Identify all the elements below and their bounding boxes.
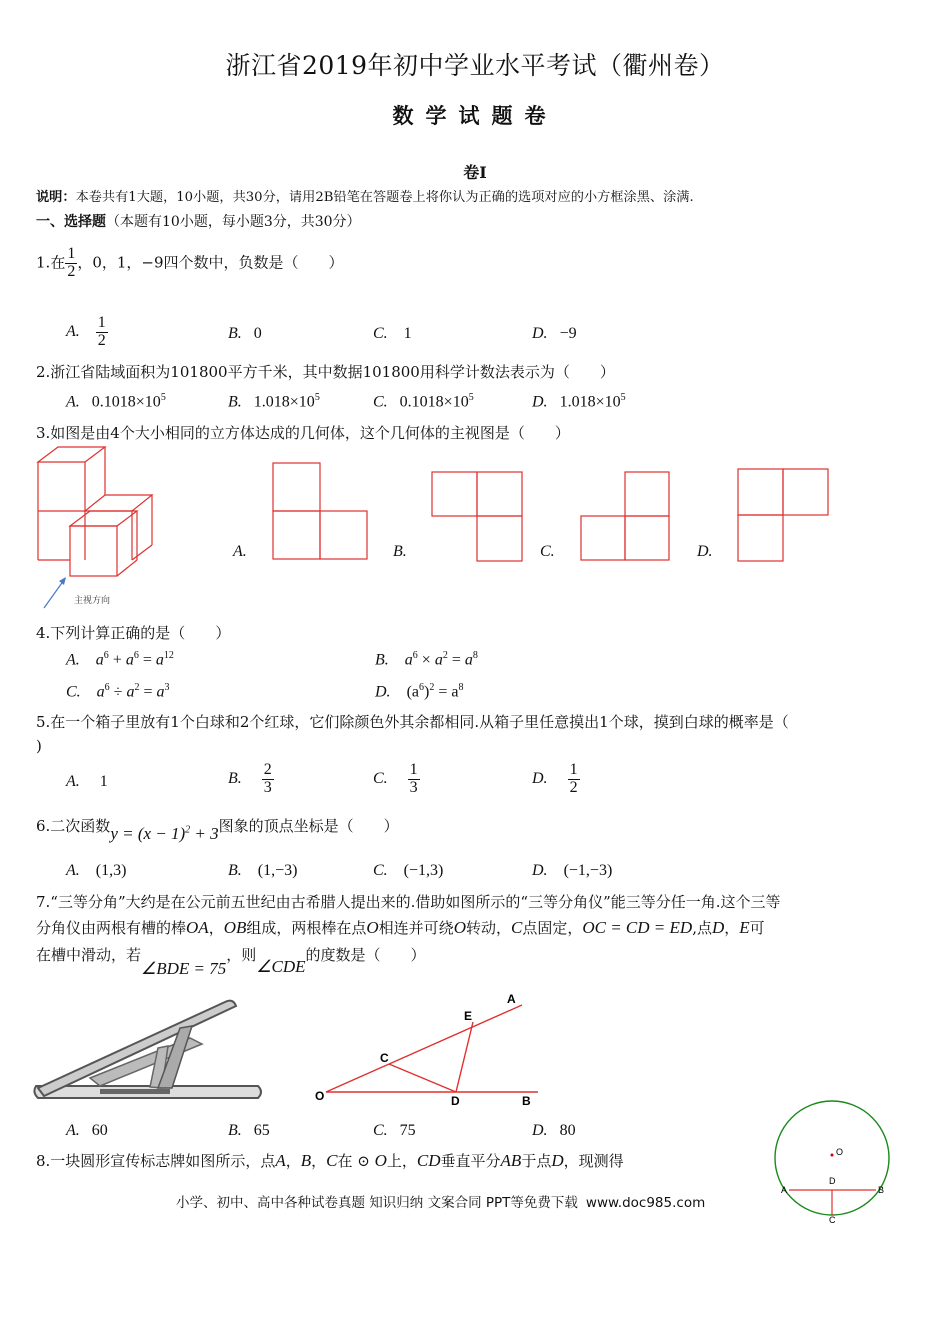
q5-option-c[interactable]: C. $\frac{1}{3}$ <box>373 761 418 796</box>
quadratic-formula: $y = (x - 1)^2 + 3$ <box>110 824 219 843</box>
question-1: 1.在 $\frac{1}{2}$ ，0，1，−9四个数中，负数是（ ） <box>36 245 344 280</box>
q7-figures <box>30 988 550 1113</box>
q4-option-d[interactable]: D. $(a^6)^2 = a^8$ <box>375 682 464 701</box>
section-heading: 一、选择题（本题有10小题，每小题3分，共30分） <box>36 214 361 230</box>
fraction: $\frac{1}{2}$ <box>67 245 76 280</box>
q7-option-a[interactable]: A. 60 <box>66 1122 108 1139</box>
q2-option-d[interactable]: D. $1.018\times 10^5$ <box>532 392 626 411</box>
exam-subtitle: 数学试题卷 <box>392 103 558 128</box>
question-5: 5.在一个箱子里放有1个白球和2个红球，它们除颜色外其余都相同.从箱子里任意摸出1个球，摸到白球的概率是（ <box>36 713 789 731</box>
view-direction-caption: 主视方向 <box>74 595 111 605</box>
point-e-label: E <box>464 1009 473 1023</box>
question-3: 3.如图是由4个大小相同的立方体达成的几何体，这个几何体的主视图是（ ） <box>36 424 570 442</box>
q3-figure <box>30 440 930 620</box>
point-o-label: O <box>315 1089 325 1103</box>
q1-option-a[interactable]: A. $\frac{1}{2}$ <box>66 314 106 349</box>
point-b-label: B <box>878 1185 885 1195</box>
q3-option-a[interactable]: A. <box>233 543 247 560</box>
option-c-figure <box>581 472 669 560</box>
q6-option-b[interactable]: B. (1,−3) <box>228 862 298 879</box>
trisector-diagram <box>326 1005 538 1092</box>
view-direction-arrow <box>44 577 66 608</box>
q7-option-c[interactable]: C. 75 <box>373 1122 416 1139</box>
q5-option-d[interactable]: D. $\frac{1}{2}$ <box>532 761 578 796</box>
q5-option-b[interactable]: B. $\frac{2}{3}$ <box>228 761 272 796</box>
center-dot <box>831 1154 834 1157</box>
question-2: 2.浙江省陆域面积为101800平方千米，其中数据101800用科学计数法表示为（ ） <box>36 363 615 381</box>
point-a-label: A <box>781 1185 788 1195</box>
point-o-label: O <box>836 1147 844 1157</box>
cube-solid <box>38 447 152 576</box>
q2-option-c[interactable]: C. $0.1018\times 10^5$ <box>373 392 474 411</box>
q3-option-b[interactable]: B. <box>393 543 407 560</box>
instructions: 说明：本卷共有1大题，10小题，共30分，请用2B铅笔在答题卷上将你认为正确的选项对应的小方框涂黑、涂满. <box>36 190 694 205</box>
footer-url[interactable]: www.doc985.com <box>585 1195 706 1211</box>
point-d-label: D <box>829 1176 836 1186</box>
q8-circle-figure <box>772 1098 897 1223</box>
q2-option-a[interactable]: A. $0.1018\times 10^5$ <box>66 392 166 411</box>
q7-option-d[interactable]: D. 80 <box>532 1122 576 1139</box>
q1-option-c[interactable]: C. 1 <box>373 325 412 342</box>
q6-option-d[interactable]: D. (−1,−3) <box>532 862 613 879</box>
option-d-figure <box>738 469 828 561</box>
q7-option-b[interactable]: B. 65 <box>228 1122 270 1139</box>
q1-option-d[interactable]: D. −9 <box>532 325 577 342</box>
trisector-photo <box>34 1001 261 1098</box>
q4-option-a[interactable]: A. $a^6 + a^6 = a^{12}$ <box>66 650 174 669</box>
point-a-label: A <box>507 992 516 1006</box>
question-6: 6.二次函数$y = (x - 1)^2 + 3$图象的顶点坐标是（ ） <box>36 817 399 843</box>
option-b-figure <box>432 472 522 561</box>
q3-option-c[interactable]: C. <box>540 543 555 560</box>
option-a-figure <box>273 463 367 559</box>
part-label: 卷Ⅰ <box>463 163 487 182</box>
q6-option-a[interactable]: A. (1,3) <box>66 862 127 879</box>
exam-title: 浙江省2019年初中学业水平考试（衢州卷） <box>225 51 725 80</box>
q3-option-d[interactable]: D. <box>697 543 713 560</box>
question-8: 8.一块圆形宣传标志牌如图所示，点A，B，C在 ⊙ O上，CD垂直平分AB于点D，现测得 <box>36 1151 624 1170</box>
q2-option-b[interactable]: B. $1.018\times 10^5$ <box>228 392 320 411</box>
point-b-label: B <box>522 1094 531 1108</box>
question-7-line-3: 在槽中滑动，若∠BDE = 75，则∠CDE的度数是（ ） <box>36 946 426 978</box>
q4-option-b[interactable]: B. $a^6 \times a^2 = a^8$ <box>375 650 478 669</box>
q5-option-a[interactable]: A. 1 <box>66 773 108 790</box>
q6-option-c[interactable]: C. (−1,3) <box>373 862 444 879</box>
question-4: 4.下列计算正确的是（ ） <box>36 624 231 642</box>
question-7-line-1: 7.“三等分角”大约是在公元前五世纪由古希腊人提出来的.借助如图所示的“三等分角仪”能三等分任一角.这个三等 <box>36 893 781 911</box>
question-5-closing: ) <box>36 737 42 755</box>
q4-option-c[interactable]: C. $a^6 \div a^2 = a^3$ <box>66 682 170 701</box>
point-c-label: C <box>829 1215 836 1223</box>
question-7-line-2: 分角仪由两根有槽的棒OA，OB组成，两根棒在点O相连并可绕O转动，C点固定，OC = CD = ED,点D，E可 <box>36 918 765 937</box>
point-d-label: D <box>451 1094 460 1108</box>
point-c-label: C <box>380 1051 389 1065</box>
q1-option-b[interactable]: B. 0 <box>228 325 262 342</box>
footer-ad: 小学、初中、高中各种试卷真题 知识归纳 文案合同 PPT等免费下载 www.doc985.com <box>176 1195 706 1211</box>
